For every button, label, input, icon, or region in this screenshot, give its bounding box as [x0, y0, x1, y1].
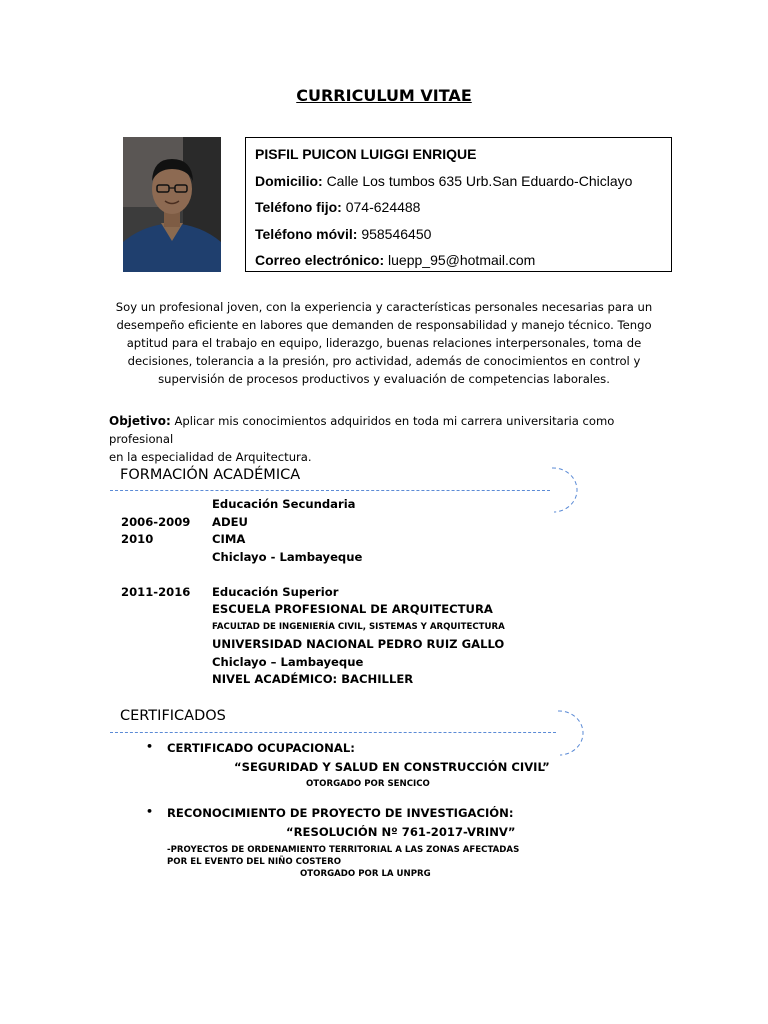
education-divider [110, 490, 550, 491]
certificate-description: -PROYECTOS DE ORDENAMIENTO TERRITORIAL A LAS ZONAS AFECTADAS [167, 845, 520, 855]
certificate-issuer: OTORGADO POR SENCICO [306, 779, 430, 789]
summary-line: decisiones, tolerancia a la presión, pro actividad, además de conocimientos en control y [127, 354, 641, 368]
edu-year: 2011-2016 [121, 584, 191, 599]
mobile-value: 958546450 [361, 225, 432, 242]
edu-school: ADEU [212, 514, 248, 529]
profile-photo [123, 137, 221, 272]
edu-secondary-title: Educación Secundaria [212, 497, 356, 511]
profile-summary [100, 298, 668, 388]
education-heading: FORMACIÓN ACADÉMICA [120, 467, 301, 483]
edu-school: ESCUELA PROFESIONAL DE ARQUITECTURA [212, 602, 493, 616]
edu-university: UNIVERSIDAD NACIONAL PEDRO RUIZ GALLO [212, 637, 505, 651]
email-value[interactable]: luepp_95@hotmail.com [388, 252, 536, 268]
certificate-issuer: OTORGADO POR LA UNPRG [300, 869, 431, 879]
edu-higher-title: Educación Superior [212, 584, 339, 599]
person-portrait-icon [123, 137, 221, 272]
summary-line: supervisión de procesos productivos y evaluación de competencias laborales. [158, 372, 610, 386]
edu-school: CIMA [212, 532, 246, 546]
page-title: CURRICULUM VITAE [296, 86, 472, 105]
address-line [255, 170, 662, 197]
edu-place: Chiclayo - Lambayeque [212, 549, 363, 564]
objective-text-cont: en la especialidad de Arquitectura. [109, 450, 312, 464]
full-name: PISFIL PUICON LUIGGI ENRIQUE [255, 146, 477, 162]
edu-faculty: FACULTAD DE INGENIERÍA CIVIL, SISTEMAS Y ARQUITECTURA [212, 621, 505, 632]
email-line [255, 249, 662, 276]
objective-text: Aplicar mis conocimientos adquiridos en toda mi carrera universitaria como profesional [109, 414, 615, 446]
address-label: Domicilio: [255, 172, 323, 189]
summary-line: desempeño eficiente en labores que demanden de responsabilidad y manejo técnico. Tengo [116, 318, 652, 332]
certificate-title: “RESOLUCIÓN Nº 761-2017-VRINV” [286, 825, 516, 839]
bullet-icon: • [146, 805, 154, 818]
summary-line: Soy un profesional joven, con la experiencia y características personales necesarias para un [115, 300, 653, 314]
mobile-line [255, 223, 662, 250]
certificates-divider [110, 732, 556, 733]
section-arc-icon [554, 709, 584, 757]
contact-box [245, 137, 672, 272]
certificates-heading: CERTIFICADOS [120, 708, 226, 724]
bullet-icon: • [146, 740, 154, 753]
objective [109, 412, 679, 466]
education-list [121, 496, 641, 689]
summary-line: aptitud para el trabajo en equipo, liderazgo, buenas relaciones interpersonales, toma de [126, 336, 642, 350]
phone-line [255, 196, 662, 223]
certificate-description: POR EL EVENTO DEL NIÑO COSTERO [167, 857, 342, 867]
certificate-label: CERTIFICADO OCUPACIONAL: [167, 741, 355, 755]
objective-label: Objetivo: [109, 414, 171, 428]
edu-year: 2006-2009 [121, 514, 191, 529]
certificate-title: “SEGURIDAD Y SALUD EN CONSTRUCCIÓN CIVIL” [234, 760, 550, 774]
address-value: Calle Los tumbos 635 Urb.San Eduardo-Chiclayo [326, 172, 633, 189]
phone-value: 074-624488 [345, 199, 421, 215]
edu-place: Chiclayo – Lambayeque [212, 654, 364, 669]
phone-label: Teléfono fijo: [255, 199, 342, 215]
edu-level: NIVEL ACADÉMICO: BACHILLER [212, 672, 414, 686]
email-label: Correo electrónico: [255, 252, 385, 268]
mobile-label: Teléfono móvil: [255, 225, 358, 242]
certificate-label: RECONOCIMIENTO DE PROYECTO DE INVESTIGACIÓN: [167, 806, 514, 820]
edu-year: 2010 [121, 532, 154, 546]
